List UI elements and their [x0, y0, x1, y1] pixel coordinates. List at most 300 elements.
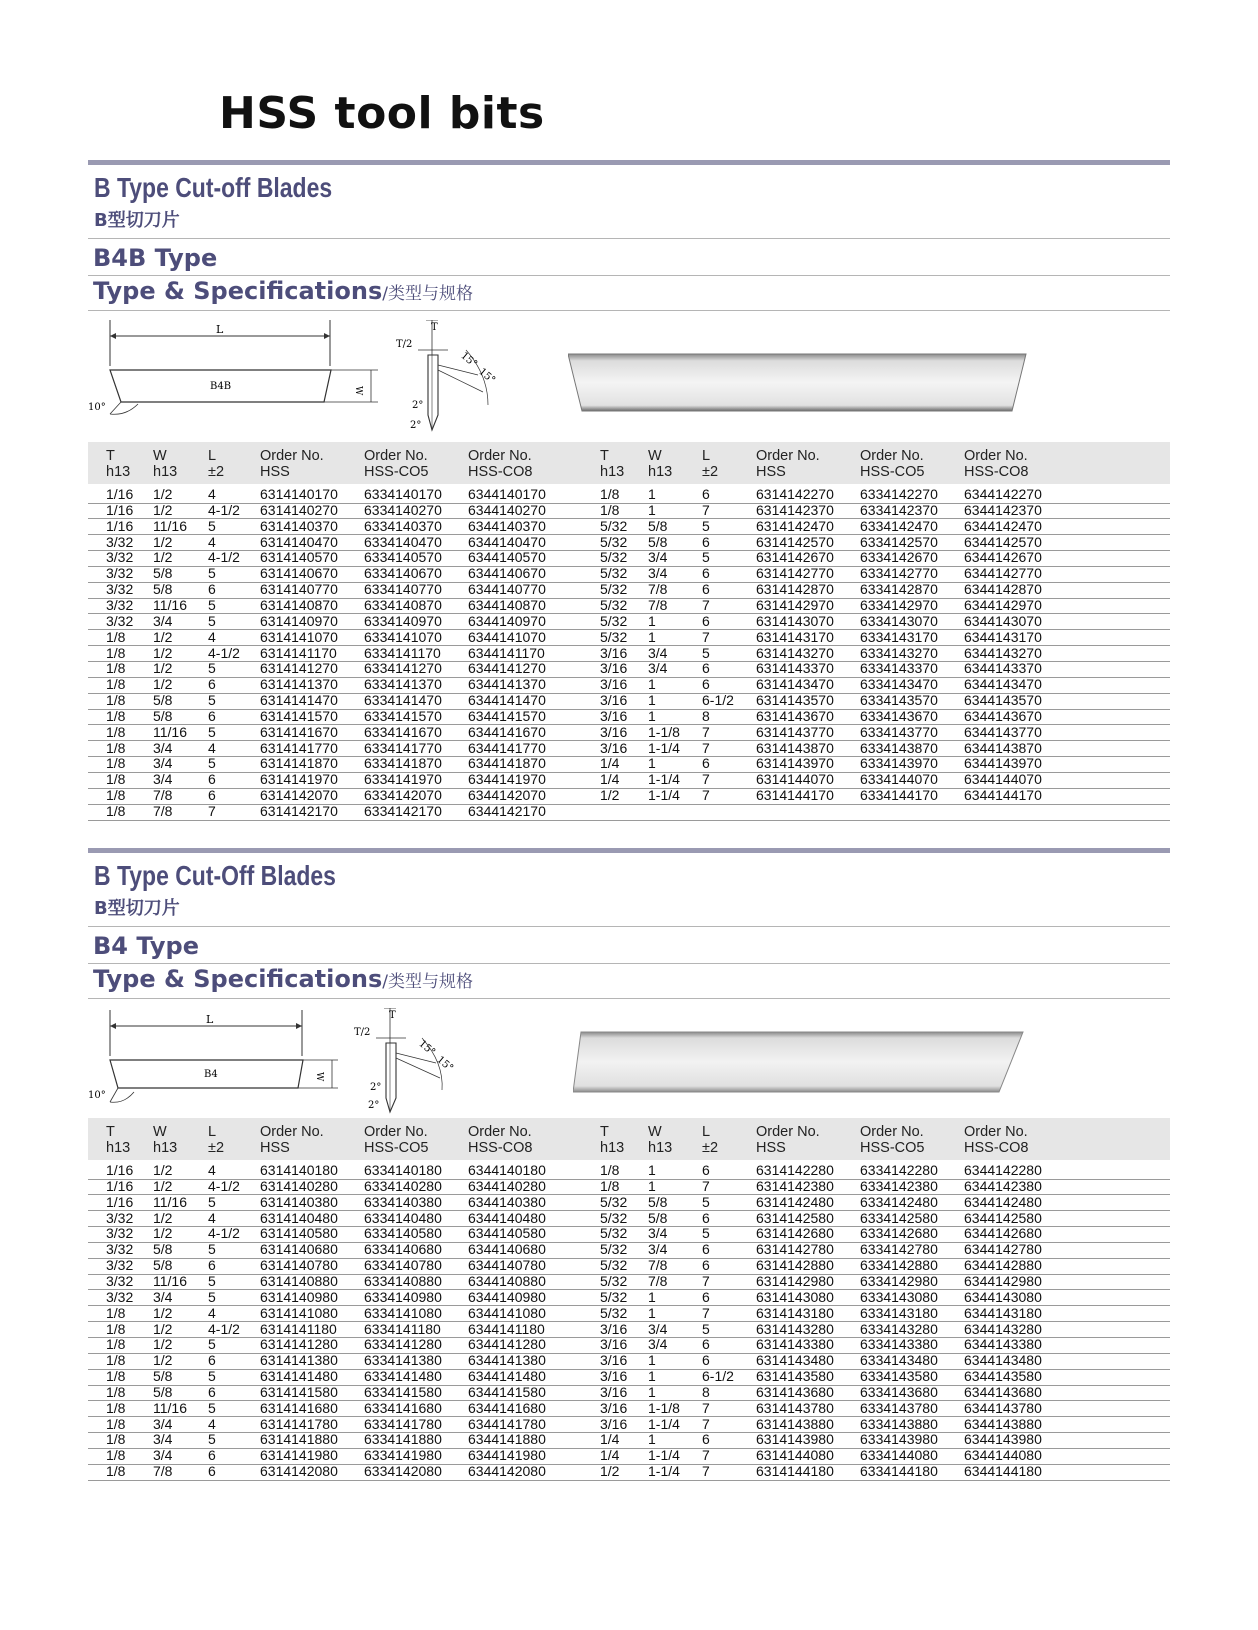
spec-heading — [93, 965, 473, 993]
table-cell: 11/16 — [153, 517, 187, 534]
table-cell: 6334143870 — [860, 739, 938, 756]
table-cell: 1/2 — [153, 501, 173, 518]
table-cell: 3/32 — [106, 1209, 134, 1226]
table-cell: 6314140380 — [260, 1193, 338, 1210]
table-cell: 5/32 — [600, 1304, 628, 1321]
table-cell: 6314141980 — [260, 1447, 338, 1464]
table-cell: 5/32 — [600, 1209, 628, 1226]
table-cell: 6344142280 — [964, 1162, 1042, 1178]
column-header-line2: h13 — [648, 1140, 673, 1156]
table-cell: 1 — [648, 1288, 656, 1305]
divider-line — [88, 998, 1170, 999]
table-cell: 6344143370 — [964, 660, 1042, 677]
table-cell: 1-1/4 — [648, 739, 680, 756]
angle-2-label: 2° — [370, 1082, 382, 1093]
table-cell: 6334140480 — [364, 1209, 442, 1226]
table-cell: 6344143870 — [964, 739, 1042, 756]
column-header-line1: W — [153, 1124, 167, 1140]
table-cell: 5 — [702, 517, 710, 534]
table-cell: 6314141070 — [260, 628, 338, 645]
table-cell: 1/8 — [106, 1352, 126, 1369]
column-header — [600, 1124, 624, 1156]
table-cell: 6344142580 — [964, 1209, 1042, 1226]
table-cell: 6334144180 — [860, 1463, 938, 1480]
table-cell: 3/16 — [600, 1399, 628, 1416]
table-cell: 1/8 — [106, 628, 126, 645]
table-cell: 6344141970 — [468, 771, 546, 788]
column-header — [208, 1124, 224, 1156]
column-header-line1: L — [208, 448, 217, 464]
table-cell: 6334142470 — [860, 517, 938, 534]
table-cell: 6314140780 — [260, 1257, 338, 1274]
angle-2-label: 2° — [412, 400, 424, 411]
table-cell: 5/8 — [648, 1209, 668, 1226]
table-cell: 6 — [702, 1352, 710, 1369]
column-header-line2: ±2 — [702, 464, 719, 480]
table-cell: 4-1/2 — [208, 1177, 240, 1194]
table-cell: 4 — [208, 486, 216, 502]
column-header-line1: T — [106, 1124, 115, 1140]
table-cell: 7/8 — [153, 787, 173, 804]
table-cell: 6314144080 — [756, 1447, 834, 1464]
table-cell: 11/16 — [153, 723, 187, 740]
table-cell: 1 — [648, 486, 656, 502]
table-cell: 3/16 — [600, 644, 628, 661]
table-cell: 6344140880 — [468, 1272, 546, 1289]
table-cell: 1/16 — [106, 517, 134, 534]
table-cell: 1/8 — [106, 1320, 126, 1337]
table-cell: 6334140970 — [364, 612, 442, 629]
table-cell: 6314142880 — [756, 1257, 834, 1274]
section-subtitle: B型切刀片 — [94, 210, 180, 231]
table-cell: 6314142170 — [260, 803, 338, 819]
table-cell: 5/32 — [600, 628, 628, 645]
table-cell: 6334142080 — [364, 1463, 442, 1480]
table-cell: 6314141480 — [260, 1368, 338, 1385]
table-cell: 6334144080 — [860, 1447, 938, 1464]
table-cell: 6344140170 — [468, 486, 546, 502]
table-cell: 6314142980 — [756, 1272, 834, 1289]
table-cell: 1 — [648, 1177, 656, 1194]
table-cell: 6314143780 — [756, 1399, 834, 1416]
table-cell: 6334142970 — [860, 596, 938, 613]
table-cell: 4 — [208, 1304, 216, 1321]
column-header-line2: HSS — [260, 1140, 290, 1156]
table-cell: 4 — [208, 739, 216, 756]
table-cell: 5 — [702, 644, 710, 661]
table-cell: 1 — [648, 1431, 656, 1448]
divider-line — [88, 238, 1170, 239]
table-cell: 3/16 — [600, 723, 628, 740]
table-row — [88, 1463, 1170, 1481]
table-cell: 6314143870 — [756, 739, 834, 756]
table-cell: 6344143480 — [964, 1352, 1042, 1369]
table-cell: 6314140670 — [260, 565, 338, 582]
table-cell: 7 — [702, 1304, 710, 1321]
table-cell: 7 — [702, 628, 710, 645]
table-cell: 6334140770 — [364, 581, 442, 598]
table-cell: 6344141580 — [468, 1383, 546, 1400]
table-row — [88, 803, 1170, 821]
table-cell: 1/8 — [106, 1383, 126, 1400]
table-cell: 6334142780 — [860, 1241, 938, 1258]
column-header-line2: HSS-CO5 — [364, 464, 429, 480]
table-cell: 6334140180 — [364, 1162, 442, 1178]
table-cell: 1 — [648, 1368, 656, 1385]
table-cell: 1/8 — [106, 1368, 126, 1385]
column-header-line2: ±2 — [208, 1140, 225, 1156]
table-cell: 6344140180 — [468, 1162, 546, 1178]
table-cell: 6314140280 — [260, 1177, 338, 1194]
column-header-line1: Order No. — [860, 1124, 924, 1140]
table-cell: 6344144070 — [964, 771, 1042, 788]
dimension-l-label: L — [206, 1013, 214, 1026]
column-header-line2: HSS-CO8 — [468, 1140, 533, 1156]
table-cell: 3/4 — [153, 739, 173, 756]
table-cell: 6314142780 — [756, 1241, 834, 1258]
table-cell: 6 — [702, 486, 710, 502]
table-cell: 7/8 — [648, 596, 668, 613]
table-cell: 6344142870 — [964, 581, 1042, 598]
table-cell: 5 — [208, 692, 216, 709]
divider-line — [88, 963, 1170, 964]
column-header-line1: Order No. — [364, 448, 428, 464]
table-cell: 6334142480 — [860, 1193, 938, 1210]
angle-10-label: 10° — [88, 1090, 106, 1101]
column-header — [756, 448, 820, 480]
table-cell: 7/8 — [648, 1272, 668, 1289]
column-header — [153, 448, 177, 480]
table-cell: 6314140870 — [260, 596, 338, 613]
table-cell: 6344141470 — [468, 692, 546, 709]
table-cell: 6 — [702, 1336, 710, 1353]
table-cell: 6334143080 — [860, 1288, 938, 1305]
table-cell: 6334142580 — [860, 1209, 938, 1226]
table-cell: 6334143270 — [860, 644, 938, 661]
table-cell: 6334144170 — [860, 787, 938, 804]
spec-title: Type & Specifications — [93, 277, 383, 305]
column-header-line1: L — [702, 1124, 711, 1140]
table-cell: 7 — [702, 1272, 710, 1289]
table-cell: 6334142770 — [860, 565, 938, 582]
table-cell: 4 — [208, 628, 216, 645]
table-cell: 6 — [702, 1241, 710, 1258]
table-cell: 6334140870 — [364, 596, 442, 613]
table-cell: 6334143670 — [860, 707, 938, 724]
dimension-t-half-label: T/2 — [354, 1027, 371, 1038]
table-cell: 6344142770 — [964, 565, 1042, 582]
table-cell: 1/4 — [600, 1447, 620, 1464]
table-cell: 6344143780 — [964, 1399, 1042, 1416]
column-header — [364, 1124, 428, 1156]
table-cell: 6344140470 — [468, 533, 546, 550]
type-name: B4B Type — [93, 244, 218, 272]
table-cell: 6314141780 — [260, 1415, 338, 1432]
table-cell: 5/8 — [153, 565, 173, 582]
section-b4 — [88, 848, 1170, 1538]
column-header — [756, 1124, 820, 1156]
table-cell: 1/8 — [600, 501, 620, 518]
column-header-line1: T — [600, 448, 609, 464]
column-header — [153, 1124, 177, 1156]
table-cell: 6314140770 — [260, 581, 338, 598]
column-header-line2: ±2 — [208, 464, 225, 480]
table-cell: 1/8 — [600, 486, 620, 502]
table-cell: 6334142380 — [860, 1177, 938, 1194]
table-cell: 3/4 — [153, 1288, 173, 1305]
column-header-line2: h13 — [106, 1140, 131, 1156]
table-cell: 6 — [702, 1257, 710, 1274]
table-cell: 6 — [208, 1383, 216, 1400]
table-cell: 6314142970 — [756, 596, 834, 613]
table-cell: 6334141080 — [364, 1304, 442, 1321]
dimension-l-label: L — [216, 323, 224, 336]
spec-title-cn: /类型与规格 — [382, 284, 473, 304]
column-header — [860, 448, 924, 480]
table-cell: 7 — [702, 723, 710, 740]
table-cell: 6314140270 — [260, 501, 338, 518]
table-cell: 6314141870 — [260, 755, 338, 772]
table-cell: 5/32 — [600, 565, 628, 582]
column-header — [702, 1124, 718, 1156]
table-cell: 11/16 — [153, 1272, 187, 1289]
table-cell: 6 — [208, 581, 216, 598]
column-header-line1: W — [648, 448, 662, 464]
column-header — [468, 448, 532, 480]
table-cell: 6344141780 — [468, 1415, 546, 1432]
divider-line — [88, 310, 1170, 311]
table-cell: 1/8 — [106, 739, 126, 756]
table-cell: 6314140170 — [260, 486, 338, 502]
table-cell: 1/2 — [153, 676, 173, 693]
table-cell: 6344140480 — [468, 1209, 546, 1226]
table-cell: 6314141770 — [260, 739, 338, 756]
table-cell: 6314143180 — [756, 1304, 834, 1321]
table-cell: 6334141670 — [364, 723, 442, 740]
table-cell: 1/2 — [153, 1320, 173, 1337]
table-cell: 6 — [208, 1463, 216, 1480]
table-cell: 6314143680 — [756, 1383, 834, 1400]
table-cell: 6334140270 — [364, 501, 442, 518]
table-cell: 6314143980 — [756, 1431, 834, 1448]
table-cell: 6314143880 — [756, 1415, 834, 1432]
table-cell: 1 — [648, 707, 656, 724]
table-cell: 6314143080 — [756, 1288, 834, 1305]
table-cell: 4-1/2 — [208, 1320, 240, 1337]
table-cell: 1/16 — [106, 486, 134, 502]
table-cell: 1/2 — [153, 1336, 173, 1353]
table-cell: 6344140370 — [468, 517, 546, 534]
table-cell: 5 — [208, 723, 216, 740]
table-cell: 5/8 — [153, 1383, 173, 1400]
page-title: HSS tool bits — [219, 88, 545, 139]
table-cell: 6344143970 — [964, 755, 1042, 772]
table-cell: 5 — [208, 755, 216, 772]
column-header-line1: Order No. — [468, 448, 532, 464]
table-cell: 6344142270 — [964, 486, 1042, 502]
table-cell: 6344142480 — [964, 1193, 1042, 1210]
table-cell: 6334143770 — [860, 723, 938, 740]
column-header — [600, 448, 624, 480]
table-cell: 6334140780 — [364, 1257, 442, 1274]
table-cell: 6334143780 — [860, 1399, 938, 1416]
table-cell: 5/32 — [600, 1272, 628, 1289]
cross-section-diagram — [350, 1008, 480, 1128]
table-cell: 6344143770 — [964, 723, 1042, 740]
column-header-line1: T — [106, 448, 115, 464]
column-header-line1: Order No. — [756, 1124, 820, 1140]
table-cell: 1/16 — [106, 1177, 134, 1194]
spec-heading — [93, 277, 473, 305]
table-cell: 6334140670 — [364, 565, 442, 582]
table-cell: 7 — [702, 501, 710, 518]
column-header — [702, 448, 718, 480]
table-cell: 3/16 — [600, 660, 628, 677]
table-cell: 6334141580 — [364, 1383, 442, 1400]
table-cell: 7 — [702, 1463, 710, 1480]
column-header-line2: h13 — [106, 464, 131, 480]
table-cell: 6314144070 — [756, 771, 834, 788]
table-cell: 1 — [648, 676, 656, 693]
table-cell: 1 — [648, 692, 656, 709]
table-cell: 6344141870 — [468, 755, 546, 772]
table-cell: 3/4 — [648, 1225, 668, 1242]
table-cell: 6334141170 — [364, 644, 441, 661]
table-cell: 3/32 — [106, 1272, 134, 1289]
table-cell: 1 — [648, 755, 656, 772]
table-cell: 6334143570 — [860, 692, 938, 709]
column-header-line2: HSS — [756, 1140, 786, 1156]
table-cell: 6344142070 — [468, 787, 546, 804]
table-cell: 5/32 — [600, 533, 628, 550]
table-cell: 5 — [208, 1288, 216, 1305]
table-cell: 1/8 — [106, 1463, 126, 1480]
table-cell: 4 — [208, 1162, 216, 1178]
table-cell: 6-1/2 — [702, 692, 734, 709]
table-cell: 6 — [702, 565, 710, 582]
table-cell: 6334141370 — [364, 676, 442, 693]
table-cell: 6334143480 — [860, 1352, 938, 1369]
table-cell: 1/2 — [153, 1352, 173, 1369]
dimension-w-label: W — [353, 386, 363, 396]
table-cell: 5 — [208, 517, 216, 534]
table-cell: 6314141280 — [260, 1336, 338, 1353]
table-cell: 3/16 — [600, 676, 628, 693]
table-cell: 1-1/4 — [648, 771, 680, 788]
column-header-line2: HSS-CO5 — [860, 464, 925, 480]
table-cell: 6344141480 — [468, 1368, 546, 1385]
table-cell: 5/32 — [600, 1241, 628, 1258]
table-cell: 1/16 — [106, 501, 134, 518]
table-cell: 3/32 — [106, 549, 134, 566]
column-header — [964, 448, 1028, 480]
column-header-line2: h13 — [153, 464, 178, 480]
table-cell: 1/2 — [600, 787, 620, 804]
table-cell: 6344142880 — [964, 1257, 1042, 1274]
table-cell: 4 — [208, 533, 216, 550]
table-cell: 5 — [208, 612, 216, 629]
table-cell: 6314141170 — [260, 644, 337, 661]
table-cell: 6334140580 — [364, 1225, 442, 1242]
table-cell: 6344142970 — [964, 596, 1042, 613]
table-cell: 6334140570 — [364, 549, 442, 566]
table-cell: 6334140280 — [364, 1177, 442, 1194]
table-cell: 1 — [648, 1383, 656, 1400]
table-cell: 4 — [208, 1209, 216, 1226]
divider-line — [88, 275, 1170, 276]
table-cell: 6344142470 — [964, 517, 1042, 534]
table-cell: 6 — [208, 787, 216, 804]
table-cell: 6344142780 — [964, 1241, 1042, 1258]
table-cell: 7/8 — [648, 581, 668, 598]
table-cell: 7 — [702, 596, 710, 613]
table-cell: 6 — [208, 1352, 216, 1369]
table-cell: 3/4 — [153, 612, 173, 629]
table-cell: 6334140170 — [364, 486, 442, 502]
table-cell: 6334140680 — [364, 1241, 442, 1258]
table-cell: 6334143170 — [860, 628, 938, 645]
table-cell: 6344142670 — [964, 549, 1042, 566]
table-cell: 6334142980 — [860, 1272, 938, 1289]
table-cell: 6314142380 — [756, 1177, 834, 1194]
table-cell: 6344142380 — [964, 1177, 1042, 1194]
table-cell: 3/32 — [106, 1225, 134, 1242]
table-cell: 6344144170 — [964, 787, 1042, 804]
table-cell: 6314142280 — [756, 1162, 834, 1178]
table-cell: 6334142870 — [860, 581, 938, 598]
table-cell: 6314143470 — [756, 676, 834, 693]
table-cell: 6314141270 — [260, 660, 338, 677]
table-cell: 3/16 — [600, 1415, 628, 1432]
table-cell: 7 — [702, 771, 710, 788]
table-cell: 1/2 — [153, 660, 173, 677]
table-cell: 6344142370 — [964, 501, 1042, 518]
table-cell: 1/8 — [106, 1447, 126, 1464]
column-header-line1: Order No. — [756, 448, 820, 464]
table-cell: 4-1/2 — [208, 501, 240, 518]
table-cell: 1/16 — [106, 1193, 134, 1210]
table-cell: 6344143880 — [964, 1415, 1042, 1432]
table-cell: 6344140570 — [468, 549, 546, 566]
table-cell: 6314142870 — [756, 581, 834, 598]
table-cell: 3/4 — [153, 1447, 173, 1464]
table-cell: 6314141180 — [260, 1320, 337, 1337]
table-cell: 5 — [208, 596, 216, 613]
table-cell: 5/8 — [153, 1257, 173, 1274]
table-cell: 7/8 — [648, 1257, 668, 1274]
table-cell: 1/8 — [106, 755, 126, 772]
table-cell: 6314140970 — [260, 612, 338, 629]
table-cell: 6334142370 — [860, 501, 938, 518]
table-cell: 6334142280 — [860, 1162, 938, 1178]
divider-line — [88, 926, 1170, 927]
table-cell: 5 — [208, 1241, 216, 1258]
table-cell: 6334143370 — [860, 660, 938, 677]
table-cell: 6 — [702, 612, 710, 629]
column-header — [260, 448, 324, 480]
table-cell: 5 — [702, 1193, 710, 1210]
table-cell: 6 — [702, 1431, 710, 1448]
table-cell: 6334141880 — [364, 1431, 442, 1448]
table-cell: 6334141680 — [364, 1399, 442, 1416]
table-cell: 6344141670 — [468, 723, 546, 740]
table-cell: 6344142170 — [468, 803, 546, 819]
table-cell: 6344140270 — [468, 501, 546, 518]
column-header-line1: Order No. — [364, 1124, 428, 1140]
cross-section-diagram — [388, 320, 518, 440]
table-cell: 6 — [702, 581, 710, 598]
table-cell: 8 — [702, 1383, 710, 1400]
